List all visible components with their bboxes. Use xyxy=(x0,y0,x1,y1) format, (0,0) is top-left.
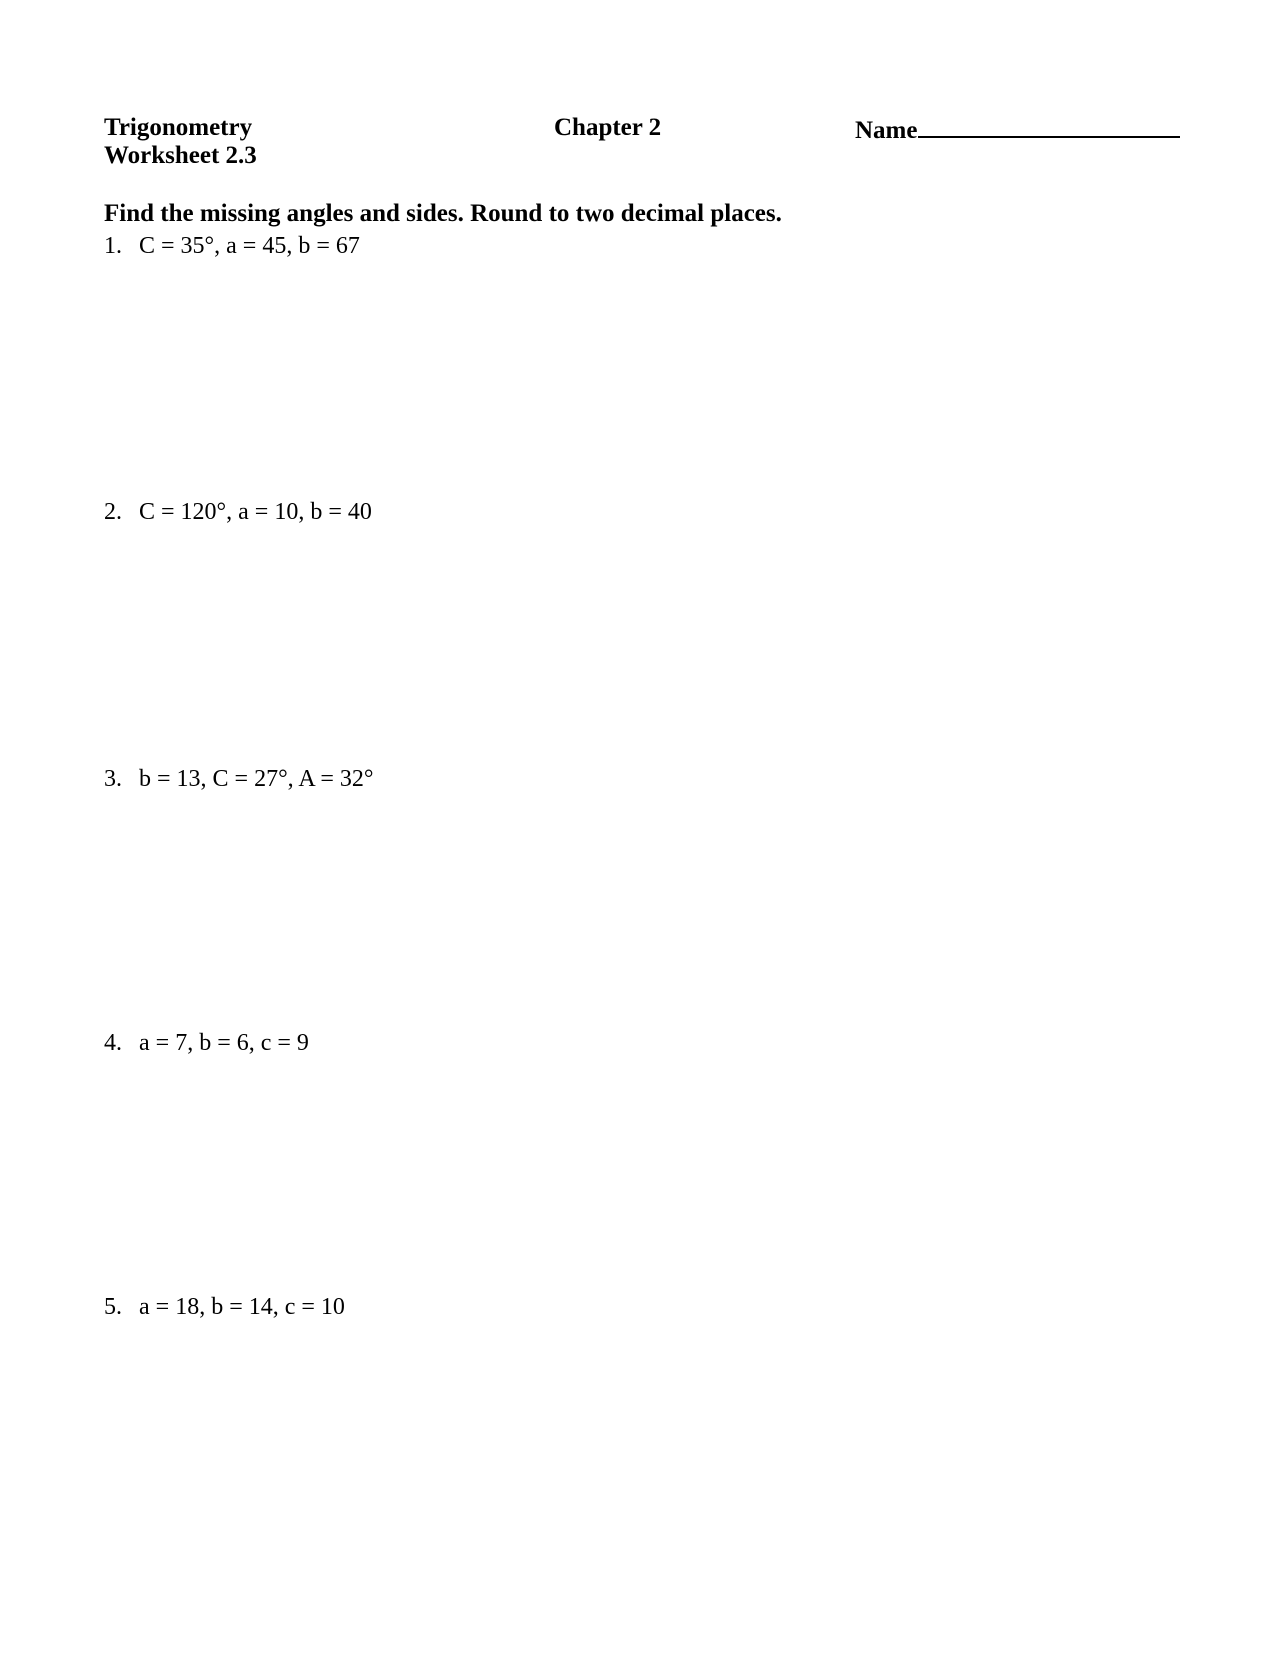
problem-number: 5. xyxy=(104,1294,122,1320)
worksheet-title: Worksheet 2.3 xyxy=(104,142,257,169)
problem-text: a = 7, b = 6, c = 9 xyxy=(139,1030,309,1056)
problem-text: C = 35°, a = 45, b = 67 xyxy=(139,233,360,259)
instructions: Find the missing angles and sides. Round to two decimal places. xyxy=(104,200,782,227)
name-blank-line[interactable] xyxy=(918,114,1180,138)
problem-3 xyxy=(104,765,374,793)
problem-4 xyxy=(104,1029,309,1057)
name-field xyxy=(855,114,1180,145)
chapter-label: Chapter 2 xyxy=(554,114,662,141)
problem-text: a = 18, b = 14, c = 10 xyxy=(139,1294,345,1320)
problem-number: 4. xyxy=(104,1030,122,1056)
problem-number: 3. xyxy=(104,766,122,792)
problem-1 xyxy=(104,232,360,260)
name-label: Name xyxy=(855,117,918,144)
problem-number: 2. xyxy=(104,499,122,525)
problem-5 xyxy=(104,1293,345,1321)
problem-number: 1. xyxy=(104,233,122,259)
problem-2 xyxy=(104,498,372,526)
course-title: Trigonometry xyxy=(104,114,253,141)
problem-text: b = 13, C = 27°, A = 32° xyxy=(139,766,374,792)
problem-text: C = 120°, a = 10, b = 40 xyxy=(139,499,372,525)
